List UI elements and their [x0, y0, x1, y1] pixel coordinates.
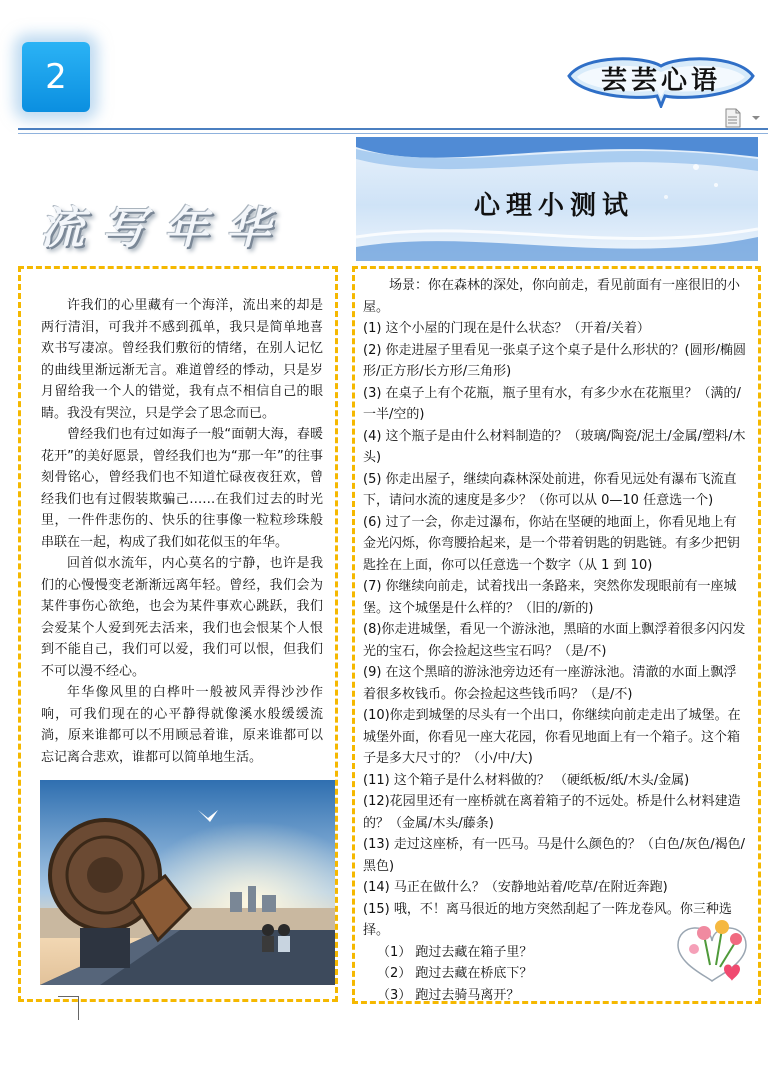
- page-number: 2: [45, 57, 67, 97]
- quiz-choice: （1） 跑过去藏在箱子里？: [377, 944, 533, 960]
- sculpture-photo: [40, 780, 335, 985]
- quiz-question: (11) 这个箱子是什么材料做的？ （硬纸板/纸/木头/金属): [363, 772, 690, 788]
- page-number-badge: [22, 42, 90, 112]
- quiz-question: (2) 你走进屋子里看见一张桌子这个桌子是什么形状的？(圆形/椭圆形/正方形/长方形/三角形): [363, 342, 746, 379]
- quiz-question: (9) 在这个黑暗的游泳池旁边还有一座游泳池。清澈的水面上飘浮着很多枚钱币。你会捡起这些钱币吗？（是/不): [363, 665, 737, 702]
- crop-mark: [58, 996, 78, 997]
- quiz-question: (15) 哦，不！离马很近的地方突然刮起了一阵龙卷风。你三种选择。: [363, 901, 732, 938]
- article-paragraph: 许我们的心里藏有一个海洋，流出来的却是两行清泪，可我并不感到孤单，我只是简单地喜欢书写凄凉。曾经我们敷衍的情绪，在别人记忆的曲线里渐远渐无言。难道曾经的悸动，只是岁月留给我一个人的错觉，我有点不相信自己的眼睛。我没有哭泣，只是学会了思念而已。: [41, 298, 323, 421]
- quiz-question: (5) 你走出屋子，继续向森林深处前进，你看见远处有瀑布飞流直下，请问水流的速度是多少？（你可以从 0—10 任意选一个): [363, 471, 737, 508]
- header-rule-thin: [18, 133, 768, 134]
- quiz-question: (4) 这个瓶子是由什么材料制造的？（玻璃/陶瓷/泥土/金属/塑料/木头): [363, 428, 746, 465]
- article-paragraph: 曾经我们也有过如海子一般“面朝大海，春暖花开”的美好愿景，曾经我们也为“那一年”的往事刻骨铭心，曾经我们也不知道忙碌夜夜狂欢，曾经我们也有过假装欺骗己……在我们过去的时光里，一件件悲伤的、快乐的往事像一粒粒珍珠般串联在一起，构成了我们如花似玉的年华。: [41, 427, 323, 550]
- quiz-question: (10)你走到城堡的尽头有一个出口，你继续向前走走出了城堡。在城堡外面，你看见一座大花园，你看见地面上有一个箱子。这个箱子是多大尺寸的？（小/中/大): [363, 708, 741, 766]
- quiz-question: (14) 马正在做什么？（安静地站着/吃草/在附近奔跑): [363, 880, 668, 895]
- quiz-intro: 场景：你在森林的深处，你向前走，看见前面有一座很旧的小屋。: [363, 278, 741, 315]
- quiz-choice: （2） 跑过去藏在桥底下？: [377, 966, 533, 981]
- quiz-banner: [356, 137, 758, 261]
- flower-heart-icon: [670, 905, 754, 983]
- article-paragraph: 年华像风里的白桦叶一般被风弄得沙沙作响，可我们现在的心平静得就像溪水般缓缓流淌，原来谁都可以不用顾忌着谁，原来谁都可以忘记离合悲欢，谁都可以简单地生活。: [41, 685, 323, 765]
- quiz-question: (1) 这个小屋的门现在是什么状态？（开着/关着）: [363, 321, 650, 336]
- quiz-question: (3) 在桌子上有个花瓶，瓶子里有水，有多少水在花瓶里？（满的/一半/空的): [363, 385, 741, 422]
- quiz-title: 心理小测试: [474, 191, 635, 221]
- quiz-column: [352, 266, 761, 1004]
- quiz-question: (7) 你继续向前走，试着找出一条路来，突然你发现眼前有一座城堡。这个城堡是什么样的？（旧的/新的): [363, 579, 737, 616]
- crop-mark: [78, 996, 79, 1020]
- quiz-question: (6) 过了一会，你走过瀑布，你站在坚硬的地面上，你看见地上有金光闪烁，你弯腰拾起来，是一个带着钥匙的钥匙链。有多少把钥匙拴在上面，你可以任意选一个数字（从 1 到 10): [363, 514, 741, 573]
- article-paragraph: 回首似水流年，内心莫名的宁静，也许是我们的心慢慢变老渐渐远离年轻。曾经，我们会为某件事伤心欲绝，也会为某件事欢心跳跃，我们会爱某个人爱到死去活来，我们也会恨某个人恨到不能自己，我们可以爱，我们可以恨，但我们不可以漫不经心。: [41, 556, 323, 679]
- quiz-choice: （3） 跑过去骑马离开？: [377, 987, 520, 1003]
- left-section-title: 流写年华: [40, 203, 288, 254]
- header-logo: [565, 50, 757, 108]
- quiz-question: (12)花园里还有一座桥就在离着箱子的不远处。桥是什么材料建造的？（金属/木头/藤条): [363, 794, 741, 831]
- header-logo-text: 芸芸心语: [600, 66, 721, 96]
- quiz-question: (8)你走进城堡，看见一个游泳池，黑暗的水面上飘浮着很多闪闪发光的宝石，你会捡起这些宝石吗？（是/不): [363, 622, 746, 659]
- quiz-question: (13) 走过这座桥，有一匹马。马是什么颜色的？（白色/灰色/褐色/黑色): [363, 837, 745, 874]
- header-rule: [18, 128, 768, 130]
